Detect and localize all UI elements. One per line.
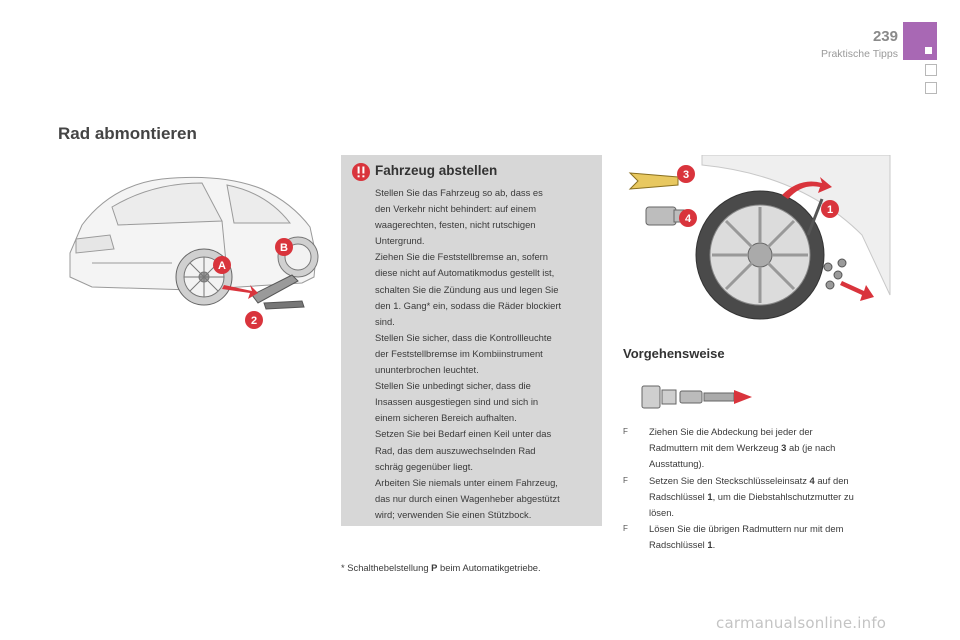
section-tab-marker xyxy=(925,47,932,54)
label-4: 4 xyxy=(684,213,692,225)
warning-line: Untergrund. xyxy=(375,235,425,247)
warning-line: das nur durch einen Wagenheber abgestützt xyxy=(375,492,560,504)
warning-line: Ziehen Sie die Feststellbremse an, sofern xyxy=(375,251,549,263)
socket-icon xyxy=(646,207,684,225)
page-title: Rad abmontieren xyxy=(58,124,197,143)
warning-line: Setzen Sie bei Bedarf einen Keil unter das xyxy=(375,428,552,440)
warning-line: ununterbrochen leuchtet. xyxy=(375,364,479,376)
warning-line: waagerechten, festen, nicht rutschigen xyxy=(375,219,536,231)
wheel-icon xyxy=(696,191,824,319)
warning-line: der Feststellbremse im Kombiinstrument xyxy=(375,347,543,359)
warning-line: einem sicheren Bereich aufhalten. xyxy=(375,412,517,424)
footnote: * Schalthebelstellung P beim Automatikgetriebe. xyxy=(341,562,541,573)
warning-line: Stellen Sie unbedingt sicher, dass die xyxy=(375,380,531,392)
warning-line: den 1. Gang* ein, sodass die Räder blockiert xyxy=(375,299,562,311)
procedure-step: F Setzen Sie den Steckschlüsseleinsatz 4 auf den Radschlüssel 1, um die Diebstahlschutzmutter zu lösen. xyxy=(623,474,854,519)
warning-line: Arbeiten Sie niemals unter einem Fahrzeug, xyxy=(375,476,558,488)
warning-line: sind. xyxy=(375,315,395,327)
warning-line: schräg gegenüber liegt. xyxy=(375,460,473,472)
procedure-step: F Ziehen Sie die Abdeckung bei jeder der Radmuttern mit dem Werkzeug 3 ab (je nach Ausstattung). xyxy=(623,426,836,470)
wheel-removal-illustration xyxy=(622,155,892,320)
wheel-brace-assembly-icon xyxy=(640,380,755,414)
warning-line: schalten Sie die Zündung aus und legen Sie xyxy=(375,283,559,295)
warning-line: wird; verwenden Sie einen Stützbock. xyxy=(375,508,532,520)
section-name: Praktische Tipps xyxy=(820,48,898,60)
warning-line: Rad, das dem auszuwechselnden Rad xyxy=(375,444,536,456)
procedure-steps xyxy=(623,424,903,554)
warning-line: Stellen Sie sicher, dass die Kontrollleuchte xyxy=(375,331,552,343)
cap-tool-icon xyxy=(630,173,678,189)
warning-icon xyxy=(352,163,370,181)
warning-line: Insassen ausgestiegen sind und sich in xyxy=(375,396,539,408)
label-b: B xyxy=(280,242,288,254)
section-tab-box xyxy=(925,64,937,76)
section-tab[interactable] xyxy=(903,22,937,60)
bullet-icon: F xyxy=(623,427,628,436)
bullet-icon: F xyxy=(623,475,628,485)
label-3: 3 xyxy=(682,169,690,181)
procedure-title: Vorgehensweise xyxy=(623,346,725,361)
remove-arrow-icon xyxy=(840,281,874,301)
label-a: A xyxy=(218,260,226,272)
section-tab-box xyxy=(925,82,937,94)
warning-line: Stellen Sie das Fahrzeug so ab, dass es xyxy=(375,187,543,198)
warning-text xyxy=(375,185,597,523)
watermark: carmanualsonline.info xyxy=(716,614,887,632)
car-jack-illustration xyxy=(52,165,322,335)
warning-line: diese nicht auf Automatikmodus gestellt ist, xyxy=(375,267,555,279)
label-1: 1 xyxy=(826,204,834,216)
procedure-step: F Lösen Sie die übrigen Radmuttern nur mit dem Radschlüssel 1. xyxy=(623,523,844,551)
bullet-icon: F xyxy=(623,524,628,534)
page-number: 239 xyxy=(872,28,898,45)
warning-title: Fahrzeug abstellen xyxy=(375,163,498,178)
label-2: 2 xyxy=(250,315,258,327)
warning-line: den Verkehr nicht behindert: auf einem xyxy=(375,203,537,215)
